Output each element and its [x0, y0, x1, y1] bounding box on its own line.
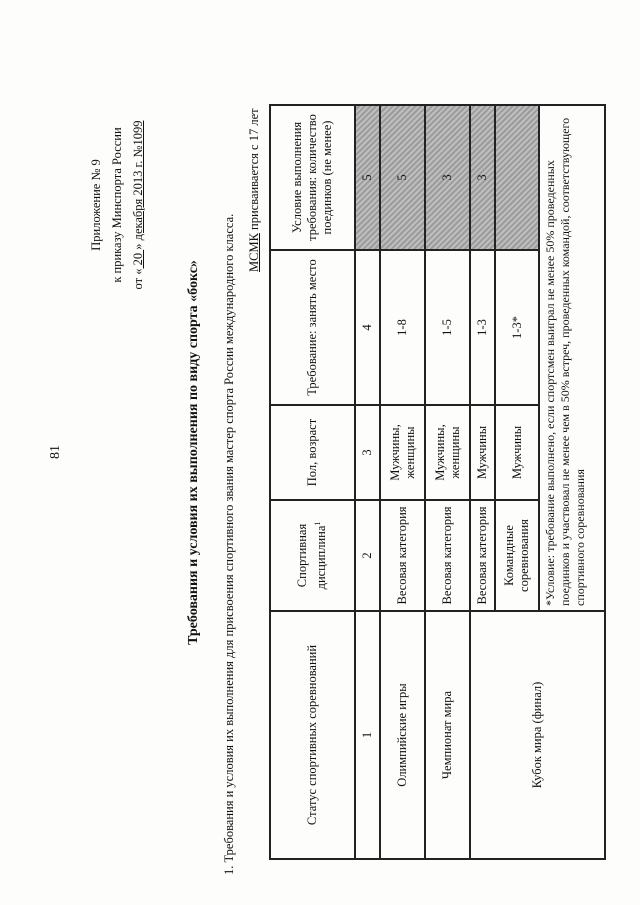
column-number: 2	[355, 500, 380, 611]
table-cell-discipline: Весовая категория	[470, 500, 495, 611]
appendix-order-date	[130, 55, 146, 355]
header-discipline-text: Спортивная дисциплина	[295, 523, 329, 590]
table-cell-condition: 3	[470, 105, 495, 250]
table-cell-discipline: Весовая категория	[380, 500, 425, 611]
table-cell-gender: Мужчины	[495, 405, 539, 500]
table-cell-gender: Мужчины	[470, 405, 495, 500]
age-note-abbr: МСМК	[247, 233, 261, 272]
column-number: 5	[355, 105, 380, 250]
column-number: 3	[355, 405, 380, 500]
table-cell-status: Чемпионат мира	[425, 611, 470, 859]
requirements-table	[269, 104, 606, 860]
table-cell-discipline: Командные соревнования	[495, 500, 539, 611]
order-sep: »	[131, 240, 145, 250]
table-cell-place: 1-8	[380, 250, 425, 405]
age-note-text: присваивается с 17 лет	[247, 108, 261, 234]
table-cell-discipline: Весовая категория	[425, 500, 470, 611]
header-discipline-footnote: 1	[313, 521, 323, 526]
column-number: 4	[355, 250, 380, 405]
age-note	[247, 108, 262, 272]
table-cell-place: 1-5	[425, 250, 470, 405]
table-cell-condition: 3	[425, 105, 470, 250]
appendix-title: Приложение № 9	[89, 159, 103, 251]
section-subtitle: 1. Требования и условия их выполнения для присвоения спортивного звания мастер спорта России международного класса.	[222, 213, 236, 875]
order-prefix: от «	[131, 268, 145, 290]
header-condition: Условие выполнения требования: количество поединков (не менее)	[270, 105, 355, 250]
order-day: 20	[131, 249, 145, 269]
table-cell-status: Олимпийские игры	[380, 611, 425, 859]
header-discipline	[270, 500, 355, 611]
table-cell-condition: 5	[380, 105, 425, 250]
header-gender-age: Пол, возраст	[270, 405, 355, 500]
table-cell-gender: Мужчины, женщины	[380, 405, 425, 500]
order-month: декабря	[131, 198, 145, 241]
table-cell-gender: Мужчины, женщины	[425, 405, 470, 500]
table-cell-status: Кубок мира (финал)	[470, 611, 605, 859]
table-cell-place: 1-3	[470, 250, 495, 405]
order-number: №1099	[131, 120, 145, 158]
appendix-order-ref: к приказу Минспорта России	[110, 127, 124, 283]
table-cell-condition	[495, 105, 539, 250]
header-place: Требование: занять место	[270, 250, 355, 405]
column-number: 1	[355, 611, 380, 859]
order-year: 2013 г.	[131, 157, 145, 199]
page-number: 81	[48, 445, 63, 459]
table-cell-place: 1-3*	[495, 250, 539, 405]
document-title: Требования и условия их выполнения по виду спорта «бокс»	[186, 260, 201, 645]
header-status: Статус спортивных соревнований	[270, 611, 355, 859]
table-footnote: *Условие: требование выполнено, если спортсмен выиграл не менее 50% проведенных поединков и участвовал не менее чем в 50% встреч, проведенных командой, соответствующего спортивного соревнования	[539, 105, 605, 611]
